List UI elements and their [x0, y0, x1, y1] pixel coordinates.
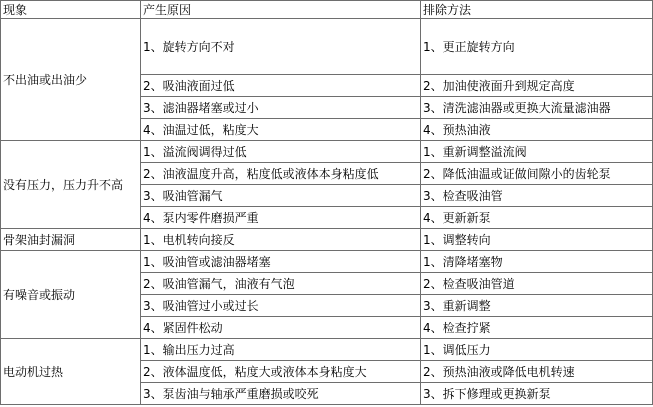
- cause-cell: 3、吸油管漏气: [141, 185, 421, 207]
- cause-cell: 2、油液温度升高，粘度低或液体本身粘度低: [141, 163, 421, 185]
- table-row: [1, 339, 653, 361]
- table-body: [1, 1, 653, 405]
- cause-cell: 4、油温过低，粘度大: [141, 119, 421, 141]
- fix-cell: 4、检查拧紧: [421, 317, 653, 339]
- header-symptom: 现象: [1, 1, 141, 19]
- header-row: [1, 1, 653, 19]
- fix-cell: 1、更正旋转方向: [421, 19, 653, 75]
- fix-cell: 3、拆下修理或更换新泵: [421, 383, 653, 405]
- cause-cell: 1、输出压力过高: [141, 339, 421, 361]
- fix-cell: 1、清降堵塞物: [421, 251, 653, 273]
- table-row: [1, 141, 653, 163]
- cause-cell: 2、吸油液面过低: [141, 75, 421, 97]
- header-fix: 排除方法: [421, 1, 653, 19]
- cause-cell: 1、电机转向接反: [141, 229, 421, 251]
- fix-cell: 2、加油使液面升到规定高度: [421, 75, 653, 97]
- cause-cell: 3、吸油管过小或过长: [141, 295, 421, 317]
- symptom-cell: 不出油或出油少: [1, 19, 141, 141]
- table-row: [1, 251, 653, 273]
- cause-cell: 1、吸油管或滤油器堵塞: [141, 251, 421, 273]
- fix-cell: 4、更新新泵: [421, 207, 653, 229]
- symptom-cell: 骨架油封漏洞: [1, 229, 141, 251]
- fix-cell: 4、预热油液: [421, 119, 653, 141]
- fix-cell: 1、调低压力: [421, 339, 653, 361]
- fix-cell: 2、检查吸油管道: [421, 273, 653, 295]
- symptom-cell: 电动机过热: [1, 339, 141, 405]
- symptom-cell: 有噪音或振动: [1, 251, 141, 339]
- cause-cell: 4、紧固件松动: [141, 317, 421, 339]
- fix-cell: 2、降低油温或证做间隙小的齿轮泵: [421, 163, 653, 185]
- cause-cell: 1、溢流阀调得过低: [141, 141, 421, 163]
- fix-cell: 3、重新调整: [421, 295, 653, 317]
- cause-cell: 2、吸油管漏气，油液有气泡: [141, 273, 421, 295]
- header-cause: 产生原因: [141, 1, 421, 19]
- cause-cell: 1、旋转方向不对: [141, 19, 421, 75]
- cause-cell: 3、泵齿油与轴承严重磨损或咬死: [141, 383, 421, 405]
- cause-cell: 3、滤油器堵塞或过小: [141, 97, 421, 119]
- symptom-cell: 没有压力，压力升不高: [1, 141, 141, 229]
- table-row: [1, 229, 653, 251]
- fix-cell: 1、重新调整溢流阀: [421, 141, 653, 163]
- fix-cell: 3、检查吸油管: [421, 185, 653, 207]
- fix-cell: 3、清洗滤油器或更换大流量滤油器: [421, 97, 653, 119]
- cause-cell: 2、液体温度低，粘度大或液体本身粘度大: [141, 361, 421, 383]
- cause-cell: 4、泵内零件磨损严重: [141, 207, 421, 229]
- fix-cell: 2、预热油液或降低电机转速: [421, 361, 653, 383]
- fix-cell: 1、调整转向: [421, 229, 653, 251]
- table-row: [1, 19, 653, 75]
